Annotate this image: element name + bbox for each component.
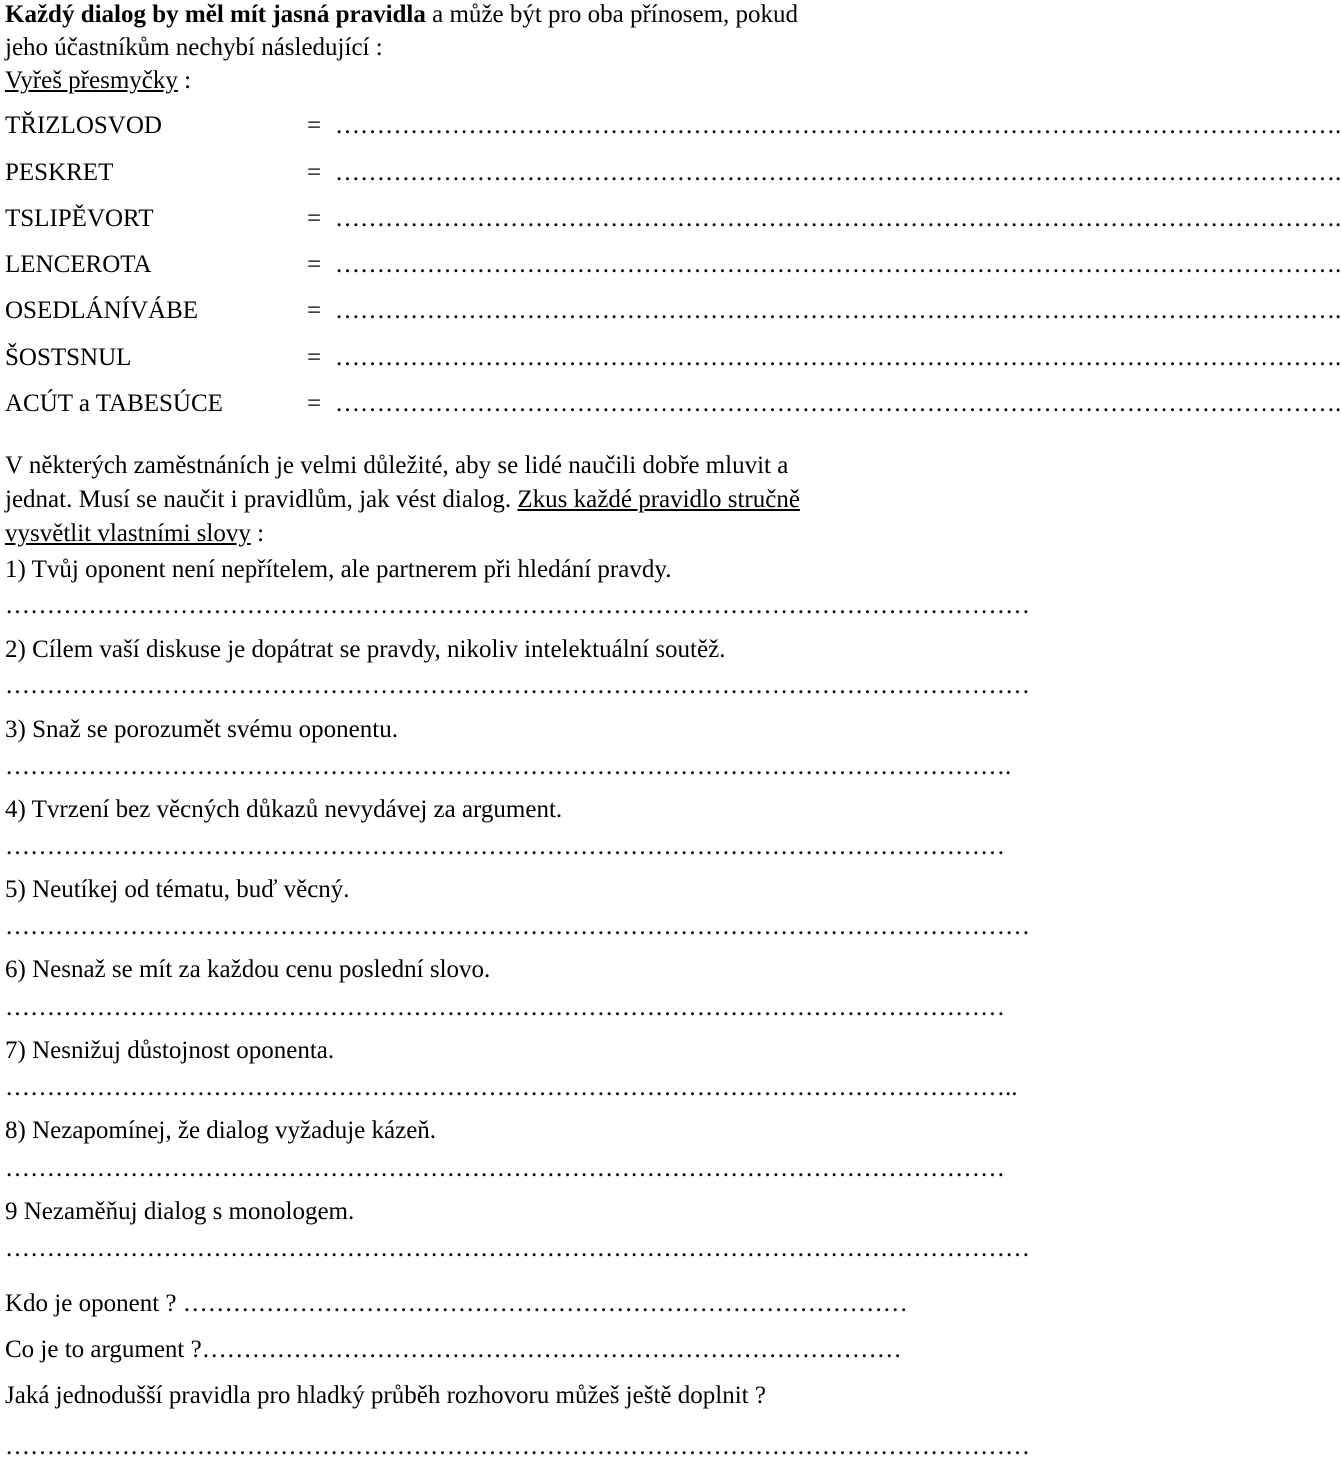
anagram-answer-blank[interactable]: …………………………………………………………………………………………………………. xyxy=(335,112,1341,139)
anagram-heading-line xyxy=(5,66,191,96)
anagram-heading-colon: : xyxy=(177,67,192,94)
question-answer-line[interactable]: ………………………………………………………………………… xyxy=(201,1336,902,1363)
rule-text: 2) Cílem vaší diskuse je dopátrat se pravdy, nikoliv intelektuální soutěž. xyxy=(5,636,726,663)
anagram-answer-blank[interactable]: …………………………………………………………………………………………………………. xyxy=(335,251,1341,278)
anagram-answer-blank[interactable]: …………………………………………………………………………………………………………. xyxy=(335,159,1341,186)
question-text: Jaká jednodušší pravidla pro hladký průběh rozhovoru můžeš ještě doplnit ? xyxy=(5,1382,766,1409)
question-row xyxy=(5,1381,955,1411)
rule-answer-line[interactable]: ………………………………………………………………………………………………………… xyxy=(5,833,1005,860)
equals-sign: = xyxy=(307,344,322,371)
rule-text: 1) Tvůj oponent není nepřítelem, ale partnerem při hledání pravdy. xyxy=(5,556,672,583)
equals-sign: = xyxy=(307,112,322,139)
rule-answer-line[interactable]: …………………………………………………………………………………………………………… xyxy=(5,592,1030,619)
rule-text: 3) Snaž se porozumět svému oponentu. xyxy=(5,716,398,743)
equals-sign: = xyxy=(307,251,322,278)
anagram-word: ŠOSTSNUL xyxy=(5,344,132,371)
paragraph-colon: : xyxy=(250,520,265,547)
rule-answer-line[interactable]: …………………………………………………………………………………………………………… xyxy=(5,1235,1030,1262)
paragraph-plain: jednat. Musí se naučit i pravidlům, jak vést dialog. xyxy=(5,486,518,513)
equals-sign: = xyxy=(307,159,322,186)
paragraph-line-1: V některých zaměstnáních je velmi důležité, aby se lidé naučili dobře mluvit a xyxy=(5,452,789,479)
anagram-word: LENCEROTA xyxy=(5,251,152,278)
anagram-word: OSEDLÁNÍVÁBE xyxy=(5,297,199,324)
paragraph-line-3 xyxy=(5,519,264,549)
paragraph-instruction-cont: vysvětlit vlastními slovy xyxy=(5,520,251,547)
anagram-answer-blank[interactable]: …………………………………………………………………………………………………………. xyxy=(335,205,1341,232)
rule-text: 8) Nezapomínej, že dialog vyžaduje kázeň. xyxy=(5,1117,437,1144)
anagram-word: PESKRET xyxy=(5,159,114,186)
question-answer-line[interactable]: …………………………………………………………………………… xyxy=(176,1290,908,1317)
anagram-row xyxy=(5,343,1341,373)
anagram-answer-blank[interactable]: …………………………………………………………………………………………………………. xyxy=(335,344,1341,371)
rule-answer-line[interactable]: ………………………………………………………………………………………………………… xyxy=(5,994,1005,1021)
rule-text: 6) Nesnaž se mít za každou cenu poslední slovo. xyxy=(5,956,491,983)
anagram-row xyxy=(5,389,1341,419)
anagram-row xyxy=(5,296,1341,326)
anagram-answer-blank[interactable]: …………………………………………………………………………………………………………. xyxy=(335,297,1341,324)
rule-answer-line[interactable]: …………………………………………………………………………………………………………… xyxy=(5,672,1030,699)
question-text: Kdo je oponent ? xyxy=(5,1290,177,1317)
anagram-row xyxy=(5,250,1341,280)
paragraph-instruction: Zkus každé pravidlo stručně xyxy=(517,486,800,513)
question-row xyxy=(5,1335,955,1365)
intro-line-1 xyxy=(5,0,798,30)
rule-text: 9 Nezaměňuj dialog s monologem. xyxy=(5,1198,355,1225)
anagram-word: ACÚT a TABESÚCE xyxy=(5,390,223,417)
intro-line-2: jeho účastníkům nechybí následující : xyxy=(5,34,383,61)
equals-sign: = xyxy=(307,390,322,417)
rule-text: 5) Neutíkej od tématu, buď věcný. xyxy=(5,876,350,903)
rule-text: 7) Nesnižuj důstojnost oponenta. xyxy=(5,1037,335,1064)
intro-rest: a může být pro oba přínosem, pokud xyxy=(425,1,799,28)
rule-answer-line[interactable]: …………………………………………………………………………………………………………… xyxy=(5,913,1030,940)
anagram-row xyxy=(5,111,1341,141)
intro-bold: Každý dialog by měl mít jasná pravidla xyxy=(5,1,426,28)
equals-sign: = xyxy=(307,205,322,232)
anagram-heading: Vyřeš přesmyčky xyxy=(5,67,178,94)
anagram-word: TSLIPĚVORT xyxy=(5,205,154,232)
anagram-word: TŘIZLOSVOD xyxy=(5,112,162,139)
anagram-row xyxy=(5,204,1341,234)
question-row xyxy=(5,1289,955,1319)
rule-answer-line[interactable]: …………………………………………………………………………………………………………. xyxy=(5,753,1012,780)
equals-sign: = xyxy=(307,297,322,324)
anagram-answer-blank[interactable]: …………………………………………………………………………………………………………. xyxy=(335,390,1341,417)
question-text: Co je to argument ? xyxy=(5,1336,202,1363)
final-answer-line[interactable]: …………………………………………………………………………………………………………… xyxy=(5,1433,1030,1460)
anagram-row xyxy=(5,158,1341,188)
rule-answer-line[interactable]: ………………………………………………………………………………………………………….. xyxy=(5,1074,1018,1101)
rule-answer-line[interactable]: ………………………………………………………………………………………………………… xyxy=(5,1155,1005,1182)
paragraph-line-2 xyxy=(5,485,800,515)
rule-text: 4) Tvrzení bez věcných důkazů nevydávej za argument. xyxy=(5,796,563,823)
